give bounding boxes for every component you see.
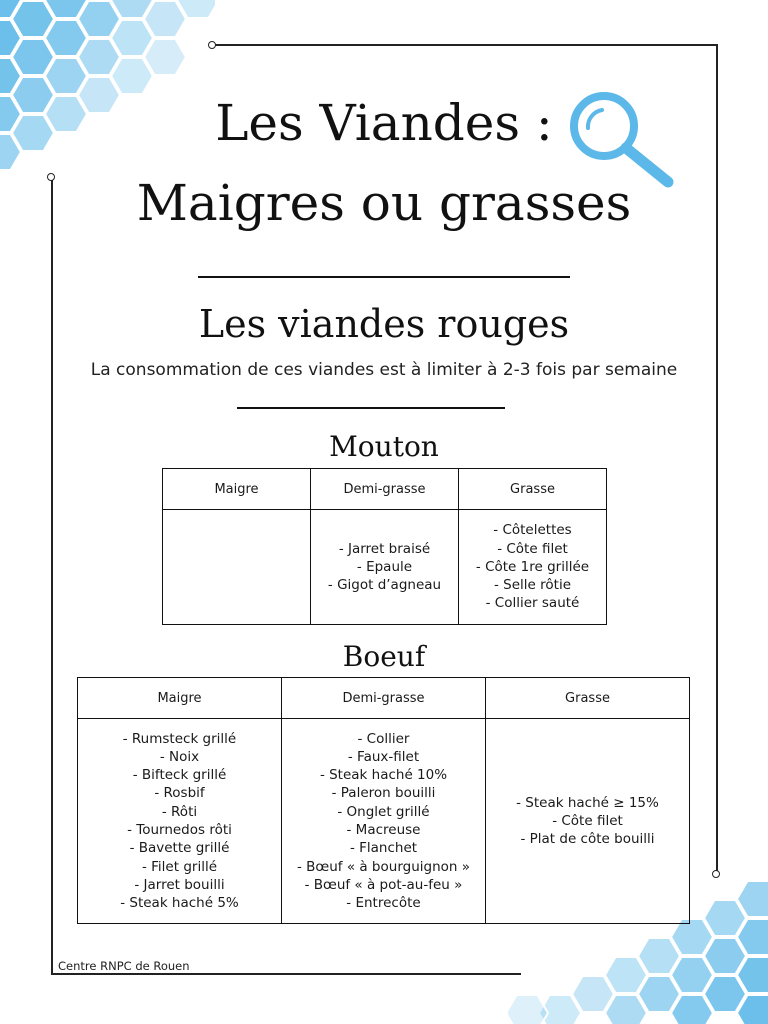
mouton-title: Mouton bbox=[329, 430, 439, 463]
list-item: - Bœuf « à pot-au-feu » bbox=[304, 876, 463, 893]
list-item: - Noix bbox=[159, 748, 200, 765]
list-item: - Collier sauté bbox=[485, 595, 580, 612]
boeuf-col-grasse: Grasse bbox=[486, 678, 690, 719]
frame-dot-top bbox=[208, 41, 216, 49]
frame-dot-right bbox=[712, 870, 720, 878]
list-item: - Bœuf « à bourguignon » bbox=[296, 858, 470, 875]
mouton-col-demi-grasse: Demi-grasse bbox=[311, 469, 459, 510]
boeuf-demi-grasse-cell bbox=[282, 719, 486, 924]
list-item: - Bifteck grillé bbox=[132, 767, 227, 784]
list-item: - Selle rôtie bbox=[494, 577, 571, 594]
list-item: - Onglet grillé bbox=[337, 803, 430, 820]
list-item: - Faux-filet bbox=[347, 748, 420, 765]
page-title-line2: Maigres ou grasses bbox=[136, 174, 632, 232]
list-item: - Jarret bouilli bbox=[134, 876, 225, 893]
footer-credit: Centre RNPC de Rouen bbox=[58, 959, 190, 973]
list-item: - Steak haché 10% bbox=[319, 767, 448, 784]
list-item: - Rôti bbox=[161, 803, 198, 820]
list-item: - Steak haché ≥ 15% bbox=[516, 794, 659, 811]
list-item: - Entrecôte bbox=[346, 895, 421, 912]
section-divider bbox=[237, 407, 505, 409]
mouton-col-maigre: Maigre bbox=[163, 469, 311, 510]
list-item: - Côtelettes bbox=[493, 522, 572, 539]
list-item: - Jarret braisé bbox=[338, 540, 431, 557]
boeuf-col-maigre: Maigre bbox=[78, 678, 282, 719]
mouton-col-grasse: Grasse bbox=[459, 469, 607, 510]
list-item: - Paleron bouilli bbox=[331, 785, 436, 802]
section-title: Les viandes rouges bbox=[198, 302, 570, 346]
list-item: - Gigot d’agneau bbox=[327, 577, 442, 594]
list-item: - Rosbif bbox=[154, 785, 205, 802]
list-item: - Plat de côte bouilli bbox=[520, 831, 655, 848]
section-intro: La consommation de ces viandes est à limiter à 2-3 fois par semaine bbox=[90, 360, 678, 380]
mouton-table bbox=[162, 468, 607, 625]
title-divider bbox=[198, 276, 570, 278]
boeuf-grasse-cell bbox=[486, 719, 690, 924]
hexagon-pattern-top-left bbox=[0, 0, 215, 185]
list-item: - Tournedos rôti bbox=[127, 822, 232, 838]
list-item: - Flanchet bbox=[349, 840, 418, 857]
mouton-maigre-cell bbox=[163, 510, 311, 625]
magnifying-glass-icon bbox=[566, 90, 678, 190]
frame-bottom-line bbox=[51, 973, 521, 975]
boeuf-maigre-cell bbox=[78, 719, 282, 924]
list-item: - Collier bbox=[357, 730, 410, 747]
list-item: - Filet grillé bbox=[141, 858, 217, 875]
list-item: - Côte filet bbox=[552, 812, 623, 829]
frame-left-line bbox=[51, 178, 53, 973]
boeuf-col-demi-grasse: Demi-grasse bbox=[282, 678, 486, 719]
list-item: - Epaule bbox=[356, 558, 413, 575]
list-item: - Steak haché 5% bbox=[120, 895, 239, 912]
mouton-demi-grasse-cell bbox=[311, 510, 459, 625]
boeuf-title: Boeuf bbox=[342, 640, 426, 673]
list-item: - Macreuse bbox=[346, 822, 421, 838]
list-item: - Rumsteck grillé bbox=[122, 730, 237, 747]
list-item: - Côte filet bbox=[497, 540, 568, 557]
page-title-line1: Les Viandes : bbox=[215, 94, 553, 152]
boeuf-table bbox=[77, 677, 690, 924]
list-item: - Côte 1re grillée bbox=[475, 558, 590, 575]
list-item: - Bavette grillé bbox=[129, 840, 230, 857]
frame-top-line bbox=[212, 44, 717, 46]
mouton-grasse-cell bbox=[459, 510, 607, 625]
frame-dot-left bbox=[47, 173, 55, 181]
